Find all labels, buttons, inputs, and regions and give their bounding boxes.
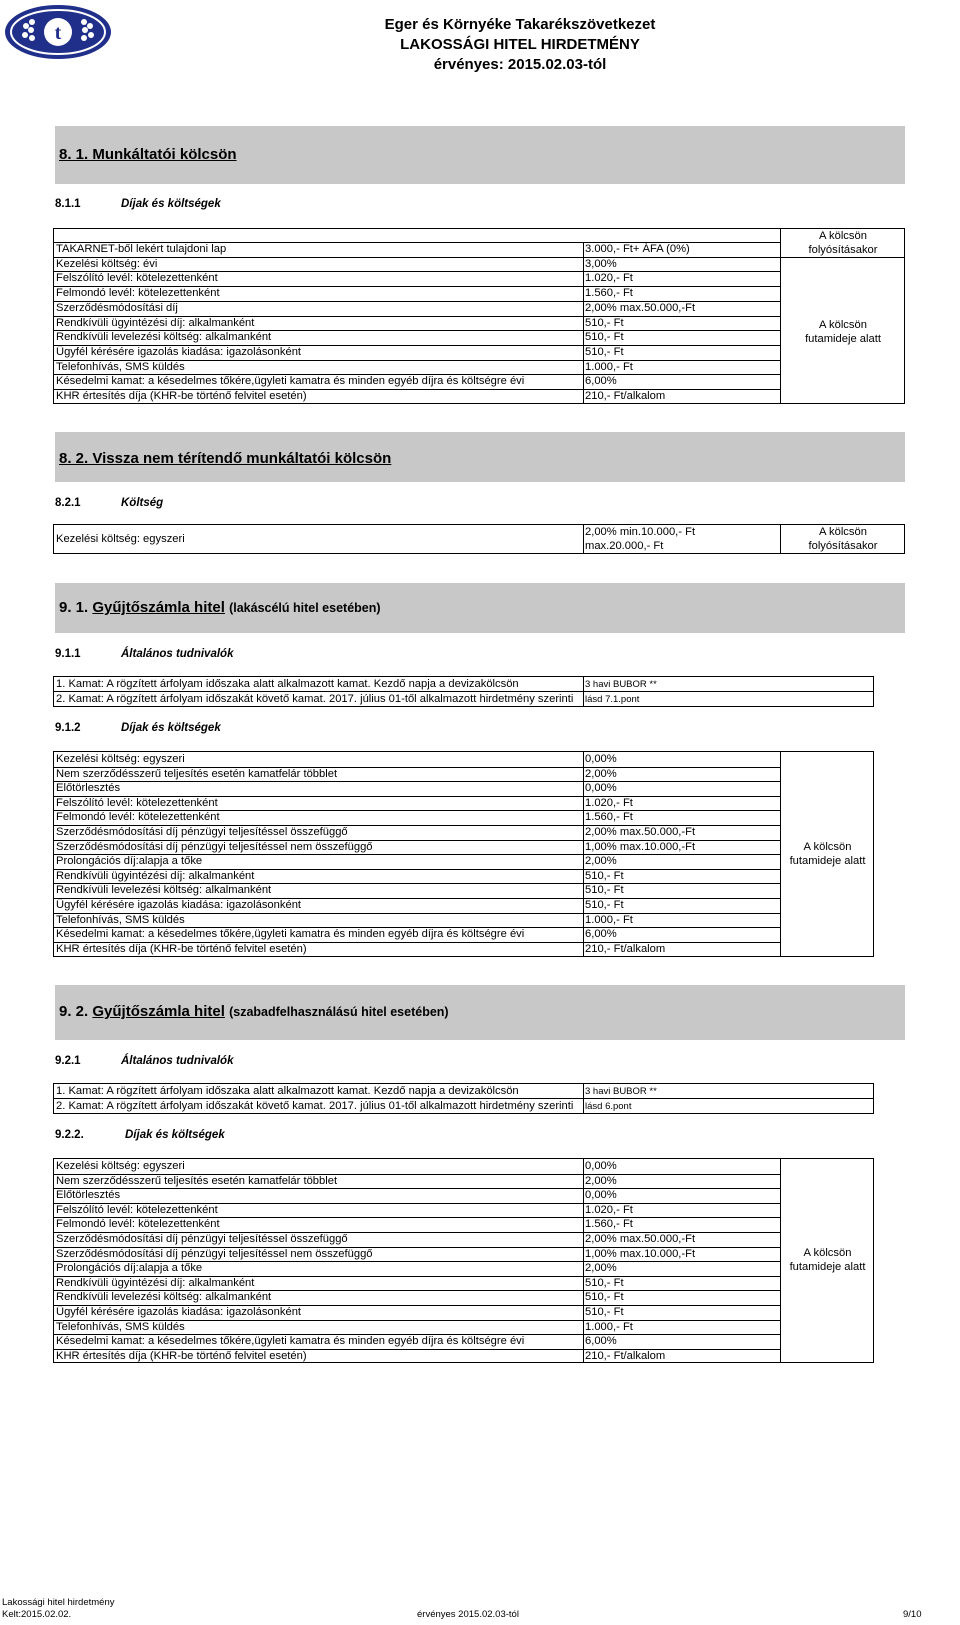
- row-value: 0,00%: [585, 1160, 617, 1172]
- row-label: Szerződésmódosítási díj pénzügyi teljesítéssel nem összefüggő: [56, 840, 373, 853]
- row-label: 2. Kamat: A rögzített árfolyam időszakát követő kamat. 2017. július 01-től alkalmazott hirdetmény szerinti: [56, 1099, 574, 1112]
- table-row: [54, 1217, 780, 1232]
- row-value: 1,00% max.10.000,-Ft: [585, 840, 696, 853]
- row-value: 210,- Ft/alkalom: [585, 942, 666, 955]
- row-label: Rendkívüli ügyintézési díj: alkalmanként: [56, 1276, 255, 1289]
- subsection-9-1-1-heading: 9.1.1 Általános tudnivalók: [55, 648, 234, 660]
- table-row: [54, 1247, 780, 1262]
- row-value: 3 havi BUBOR **: [585, 679, 657, 690]
- row-label: Rendkívüli levelezési költség: alkalmanként: [56, 1291, 272, 1304]
- row-value: 1.560,- Ft: [585, 1218, 633, 1231]
- row-label: Szerződésmódosítási díj: [56, 301, 178, 314]
- general-table-9-2-1: [53, 1083, 874, 1114]
- row-value: 510,- Ft: [585, 1306, 624, 1318]
- subsection-9-1-2-heading: 9.1.2 Díjak és költségek: [55, 722, 221, 734]
- table-row: [54, 389, 780, 404]
- section-9-2-title: 9. 2. Gyűjtőszámla hitel (szabadfelhasználású hitel esetében): [59, 1003, 449, 1020]
- validity-date: érvényes: 2015.02.03-tól: [433, 56, 607, 73]
- row-label: Felszólító levél: kötelezettenként: [56, 272, 218, 285]
- row-label: Rendkívüli levelezési költség: alkalmanként: [56, 884, 272, 897]
- row-value: 2,00%: [585, 767, 617, 780]
- footer-doc-name: Lakossági hitel hirdetmény: [2, 1597, 115, 1608]
- row-label: Ügyfél kérésére igazolás kiadása: igazolásonként: [56, 345, 302, 358]
- row-value: 210,- Ft/alkalom: [585, 1349, 666, 1362]
- general-table-9-1-1: [53, 676, 874, 707]
- fees-table-9-2-2: [53, 1158, 874, 1363]
- row-value: 510,- Ft: [585, 345, 624, 358]
- note-at-disbursement: A kölcsön folyósításakor: [808, 230, 878, 256]
- table-row: [54, 854, 780, 869]
- table-row: [54, 927, 780, 942]
- cost-note: A kölcsön folyósításakor: [808, 526, 878, 552]
- section-8-1-band: [55, 126, 905, 184]
- table-row: [54, 345, 780, 360]
- row-value: 1.000,- Ft: [585, 360, 633, 373]
- table-row: [54, 913, 780, 928]
- row-value: 6,00%: [585, 928, 617, 941]
- row-label: Késedelmi kamat: a késedelmes tőkére,ügyleti kamatra és minden egyéb díjra és költségre évi: [56, 928, 525, 941]
- subsection-8-1-1-heading: 8.1.1 Díjak és költségek: [55, 198, 221, 210]
- table-row: [54, 781, 780, 796]
- table-row: [54, 1188, 780, 1203]
- table-row: [54, 242, 780, 257]
- row-value: 0,00%: [585, 1189, 617, 1202]
- table-row: [54, 1232, 780, 1247]
- table-row: [54, 360, 780, 375]
- table-row: [54, 692, 873, 707]
- row-label: Szerződésmódosítási díj pénzügyi teljesítéssel nem összefüggő: [56, 1247, 373, 1260]
- row-value: 2,00% max.50.000,-Ft: [585, 826, 696, 838]
- table-row: [54, 257, 780, 272]
- row-label: 1. Kamat: A rögzített árfolyam időszaka alatt alkalmazott kamat. Kezdő napja a devizakölcsön: [56, 1085, 519, 1097]
- row-value: 1.560,- Ft: [585, 287, 633, 300]
- row-value: 3.000,- Ft+ ÁFA (0%): [585, 243, 690, 255]
- table-row: [54, 677, 873, 692]
- org-name: Eger és Környéke Takarékszövetkezet: [384, 16, 656, 33]
- table-row: [54, 1276, 780, 1291]
- row-value: 510,- Ft: [585, 331, 624, 344]
- table-row: [54, 271, 780, 286]
- row-value: 1.020,- Ft: [585, 1203, 633, 1216]
- row-value: 6,00%: [585, 1335, 617, 1348]
- row-value: 1.020,- Ft: [585, 272, 633, 285]
- subsection-9-2-2-heading: 9.2.2. Díjak és költségek: [55, 1129, 225, 1141]
- row-value: 2,00% max.50.000,-Ft: [585, 301, 696, 314]
- table-row: [54, 1349, 780, 1364]
- table-row: [54, 1174, 780, 1189]
- row-label: Kezelési költség: egyszeri: [56, 753, 185, 765]
- row-value: 510,- Ft: [585, 899, 624, 911]
- row-label: Kezelési költség: évi: [56, 257, 158, 270]
- row-label: Kezelési költség: egyszeri: [56, 1160, 185, 1172]
- section-8-1-title: 8. 1. Munkáltatói kölcsön: [59, 146, 237, 163]
- row-value: 0,00%: [585, 782, 617, 795]
- row-label: Előtörlesztés: [56, 1189, 121, 1202]
- row-value: lásd 6.pont: [585, 1100, 632, 1112]
- row-value: 1,00% max.10.000,-Ft: [585, 1247, 696, 1260]
- row-label: Telefonhívás, SMS küldés: [56, 360, 185, 373]
- row-value: 3,00%: [585, 257, 617, 270]
- table-row: [54, 796, 780, 811]
- section-9-2-band: [55, 985, 905, 1040]
- row-label: Felszólító levél: kötelezettenként: [56, 1203, 218, 1216]
- row-label: Telefonhívás, SMS küldés: [56, 1320, 185, 1333]
- row-value: 2,00%: [585, 1174, 617, 1187]
- row-label: Felmondó levél: kötelezettenként: [56, 287, 220, 300]
- table-row: [54, 840, 780, 855]
- table-row: [54, 330, 780, 345]
- table-row: [54, 1203, 780, 1218]
- row-label: Nem szerződésszerű teljesítés esetén kamatfelár többlet: [56, 767, 338, 780]
- table-row: [54, 1261, 780, 1276]
- row-value: 210,- Ft/alkalom: [585, 390, 666, 402]
- table-row: [54, 286, 780, 301]
- row-label: KHR értesítés díja (KHR-be történő felvitel esetén): [56, 390, 307, 402]
- table-row: [54, 1084, 873, 1099]
- section-9-1-band: [55, 583, 905, 633]
- table-row: [54, 1334, 780, 1349]
- row-label: Szerződésmódosítási díj pénzügyi teljesítéssel összefüggő: [56, 826, 348, 838]
- table-row: [54, 810, 780, 825]
- row-value: 2,00% max.50.000,-Ft: [585, 1233, 696, 1245]
- row-value: 510,- Ft: [585, 316, 624, 329]
- table-row: [54, 869, 780, 884]
- row-value: 2,00%: [585, 855, 617, 868]
- row-label: Felmondó levél: kötelezettenként: [56, 1218, 220, 1231]
- row-label: Rendkívüli ügyintézési díj: alkalmanként: [56, 869, 255, 882]
- note-during-term: A kölcsön futamideje alatt: [789, 1247, 866, 1273]
- table-row: [54, 1305, 780, 1320]
- row-value: 2,00%: [585, 1262, 617, 1275]
- section-8-2-title: 8. 2. Vissza nem térítendő munkáltatói kölcsön: [59, 450, 392, 467]
- svg-text:t: t: [54, 22, 62, 44]
- footer-validity: érvényes 2015.02.03-tól: [417, 1609, 519, 1620]
- row-value: 6,00%: [585, 375, 617, 388]
- row-value: 1.560,- Ft: [585, 811, 633, 824]
- footer-page-number: 9/10: [903, 1609, 922, 1620]
- row-value: lásd 7.1.pont: [585, 693, 640, 705]
- fees-table-8-1-1: [53, 228, 905, 404]
- row-label: Szerződésmódosítási díj pénzügyi teljesítéssel összefüggő: [56, 1233, 348, 1245]
- note-during-term: A kölcsön futamideje alatt: [805, 319, 881, 345]
- row-label: 1. Kamat: A rögzített árfolyam időszaka alatt alkalmazott kamat. Kezdő napja a devizakölcsön: [56, 678, 519, 690]
- row-value: 510,- Ft: [585, 884, 624, 897]
- table-row: [54, 767, 780, 782]
- row-label: Késedelmi kamat: a késedelmes tőkére,ügyleti kamatra és minden egyéb díjra és költségre évi: [56, 1335, 525, 1348]
- company-logo: [4, 4, 112, 60]
- row-label: Ügyfél kérésére igazolás kiadása: igazolásonként: [56, 899, 302, 911]
- cost-label: Kezelési költség: egyszeri: [56, 533, 185, 545]
- table-row: [54, 316, 780, 331]
- row-value: 3 havi BUBOR **: [585, 1086, 657, 1097]
- row-label: KHR értesítés díja (KHR-be történő felvitel esetén): [56, 1349, 307, 1362]
- row-label: Telefonhívás, SMS küldés: [56, 913, 185, 926]
- table-row: [54, 752, 780, 767]
- row-value: 1.000,- Ft: [585, 913, 633, 926]
- subsection-9-2-1-heading: 9.2.1 Általános tudnivalók: [55, 1055, 234, 1067]
- section-8-2-band: [55, 432, 905, 482]
- row-value: 510,- Ft: [585, 869, 624, 882]
- row-label: TAKARNET-ből lekért tulajdoni lap: [56, 243, 227, 255]
- table-row: [54, 825, 780, 840]
- row-label: Felszólító levél: kötelezettenként: [56, 796, 218, 809]
- row-label: Prolongációs díj:alapja a tőke: [56, 855, 203, 868]
- table-row: [54, 898, 780, 913]
- row-label: Felmondó levél: kötelezettenként: [56, 811, 220, 824]
- row-label: Előtörlesztés: [56, 782, 121, 795]
- table-row: [54, 1159, 780, 1174]
- row-label: Rendkívüli ügyintézési díj: alkalmanként: [56, 316, 255, 329]
- row-value: 1.020,- Ft: [585, 796, 633, 809]
- section-9-1-title: 9. 1. Gyűjtőszámla hitel (lakáscélú hitel esetében): [59, 599, 381, 616]
- table-row: [54, 1320, 780, 1335]
- row-label: Késedelmi kamat: a késedelmes tőkére,ügyleti kamatra és minden egyéb díjra és költségre évi: [56, 375, 525, 388]
- row-label: Nem szerződésszerű teljesítés esetén kamatfelár többlet: [56, 1174, 338, 1187]
- note-during-term: A kölcsön futamideje alatt: [789, 841, 866, 867]
- subsection-8-2-1-heading: 8.2.1 Költség: [55, 497, 164, 509]
- document-title: LAKOSSÁGI HITEL HIRDETMÉNY: [400, 36, 640, 53]
- cost-value: 2,00% min.10.000,- Ft max.20.000,- Ft: [585, 526, 696, 552]
- row-value: 510,- Ft: [585, 1291, 624, 1304]
- row-value: 510,- Ft: [585, 1276, 624, 1289]
- row-label: Ügyfél kérésére igazolás kiadása: igazolásonként: [56, 1306, 302, 1318]
- row-label: Prolongációs díj:alapja a tőke: [56, 1262, 203, 1275]
- row-label: Rendkívüli levelezési költség: alkalmanként: [56, 331, 272, 344]
- table-row: [54, 883, 780, 898]
- table-row: [54, 374, 780, 389]
- row-value: 1.000,- Ft: [585, 1320, 633, 1333]
- cost-table-8-2-1: [53, 524, 905, 554]
- row-value: 0,00%: [585, 753, 617, 765]
- row-label: KHR értesítés díja (KHR-be történő felvitel esetén): [56, 942, 307, 955]
- table-row: [54, 1099, 873, 1114]
- fees-table-9-1-2: [53, 751, 874, 957]
- table-row: [54, 942, 780, 957]
- table-row: [54, 301, 780, 316]
- table-row: [54, 1290, 780, 1305]
- row-label: 2. Kamat: A rögzített árfolyam időszakát követő kamat. 2017. július 01-től alkalmazott hirdetmény szerinti: [56, 692, 574, 705]
- footer-issued-date: Kelt:2015.02.02.: [2, 1609, 72, 1620]
